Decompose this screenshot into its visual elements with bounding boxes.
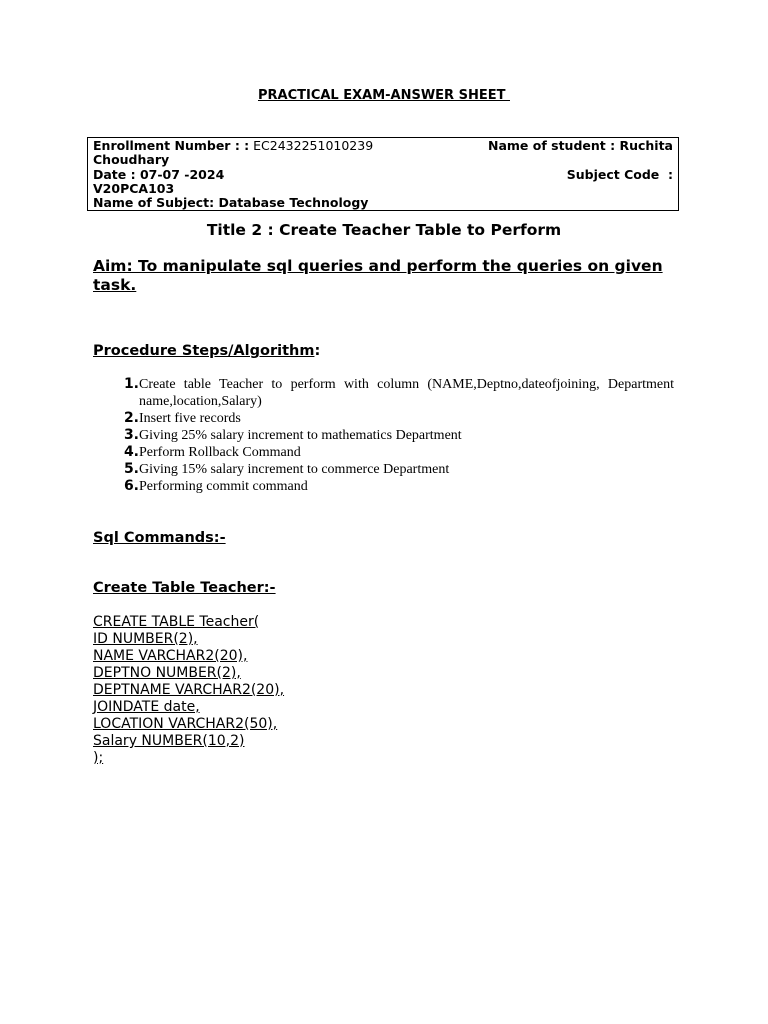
procedure-step bbox=[93, 444, 674, 461]
exam-date: Date : 07-07 -2024 bbox=[93, 167, 225, 182]
procedure-step bbox=[93, 478, 674, 495]
procedure-step bbox=[93, 376, 674, 410]
sql-commands-heading-text: Sql Commands:- bbox=[93, 530, 226, 546]
procedure-heading bbox=[93, 343, 320, 359]
enrollment-value: EC2432251010239 bbox=[249, 139, 374, 153]
step-number: 3. bbox=[123, 427, 139, 443]
student-name-continued: Choudhary bbox=[93, 153, 170, 168]
step-number: 2. bbox=[123, 410, 139, 426]
procedure-steps-list bbox=[93, 376, 674, 495]
info-row-enrollment bbox=[93, 139, 673, 153]
subject-code-value: V20PCA103 bbox=[93, 181, 175, 196]
subject-code-label: Subject Code : bbox=[566, 167, 673, 182]
step-number: 4. bbox=[123, 444, 139, 460]
step-text: Giving 15% salary increment to commerce Department bbox=[139, 462, 450, 477]
procedure-step bbox=[93, 461, 674, 478]
aim-statement: Aim: To manipulate sql queries and perform the queries on given task. bbox=[93, 257, 663, 294]
student-info-box bbox=[87, 137, 679, 211]
enrollment-field bbox=[93, 139, 373, 153]
create-table-heading bbox=[93, 580, 276, 596]
student-name-label: Name of student : Ruchita bbox=[488, 139, 673, 153]
sql-code-line: Salary NUMBER(10,2) bbox=[93, 733, 245, 749]
step-number: 5. bbox=[123, 461, 139, 477]
procedure-heading-colon: : bbox=[314, 343, 321, 359]
sheet-header: PRACTICAL EXAM-ANSWER SHEET bbox=[257, 88, 510, 103]
sql-code-line: JOINDATE date, bbox=[93, 699, 200, 715]
create-table-heading-text: Create Table Teacher:- bbox=[93, 580, 276, 596]
step-number: 1. bbox=[123, 376, 139, 392]
info-row-date bbox=[93, 168, 673, 182]
step-text: Giving 25% salary increment to mathematics Department bbox=[139, 428, 462, 443]
sql-commands-heading bbox=[93, 530, 226, 546]
sql-code-line: CREATE TABLE Teacher( bbox=[93, 614, 260, 630]
step-text: Performing commit command bbox=[139, 479, 308, 494]
step-text: Create table Teacher to perform with column (NAME,Deptno,dateofjoining, Department name,location,Salary) bbox=[139, 377, 674, 409]
step-text: Insert five records bbox=[139, 411, 241, 426]
sql-code-line: ID NUMBER(2), bbox=[93, 631, 198, 647]
subject-name: Name of Subject: Database Technology bbox=[93, 196, 369, 211]
enrollment-label: Enrollment Number : : bbox=[93, 139, 250, 153]
procedure-heading-text: Procedure Steps/Algorithm bbox=[93, 343, 315, 359]
sql-code-line: LOCATION VARCHAR2(50), bbox=[93, 716, 278, 732]
practical-title: Title 2 : Create Teacher Table to Perform bbox=[206, 221, 562, 239]
procedure-step bbox=[93, 427, 674, 444]
procedure-step bbox=[93, 410, 674, 427]
sql-code-line: NAME VARCHAR2(20), bbox=[93, 648, 248, 664]
step-number: 6. bbox=[123, 478, 139, 494]
sql-code-line: ); bbox=[93, 750, 104, 766]
sql-code-line: DEPTNAME VARCHAR2(20), bbox=[93, 682, 285, 698]
sql-code-line: DEPTNO NUMBER(2), bbox=[93, 665, 241, 681]
step-text: Perform Rollback Command bbox=[139, 445, 301, 460]
sql-code-block bbox=[93, 614, 284, 767]
